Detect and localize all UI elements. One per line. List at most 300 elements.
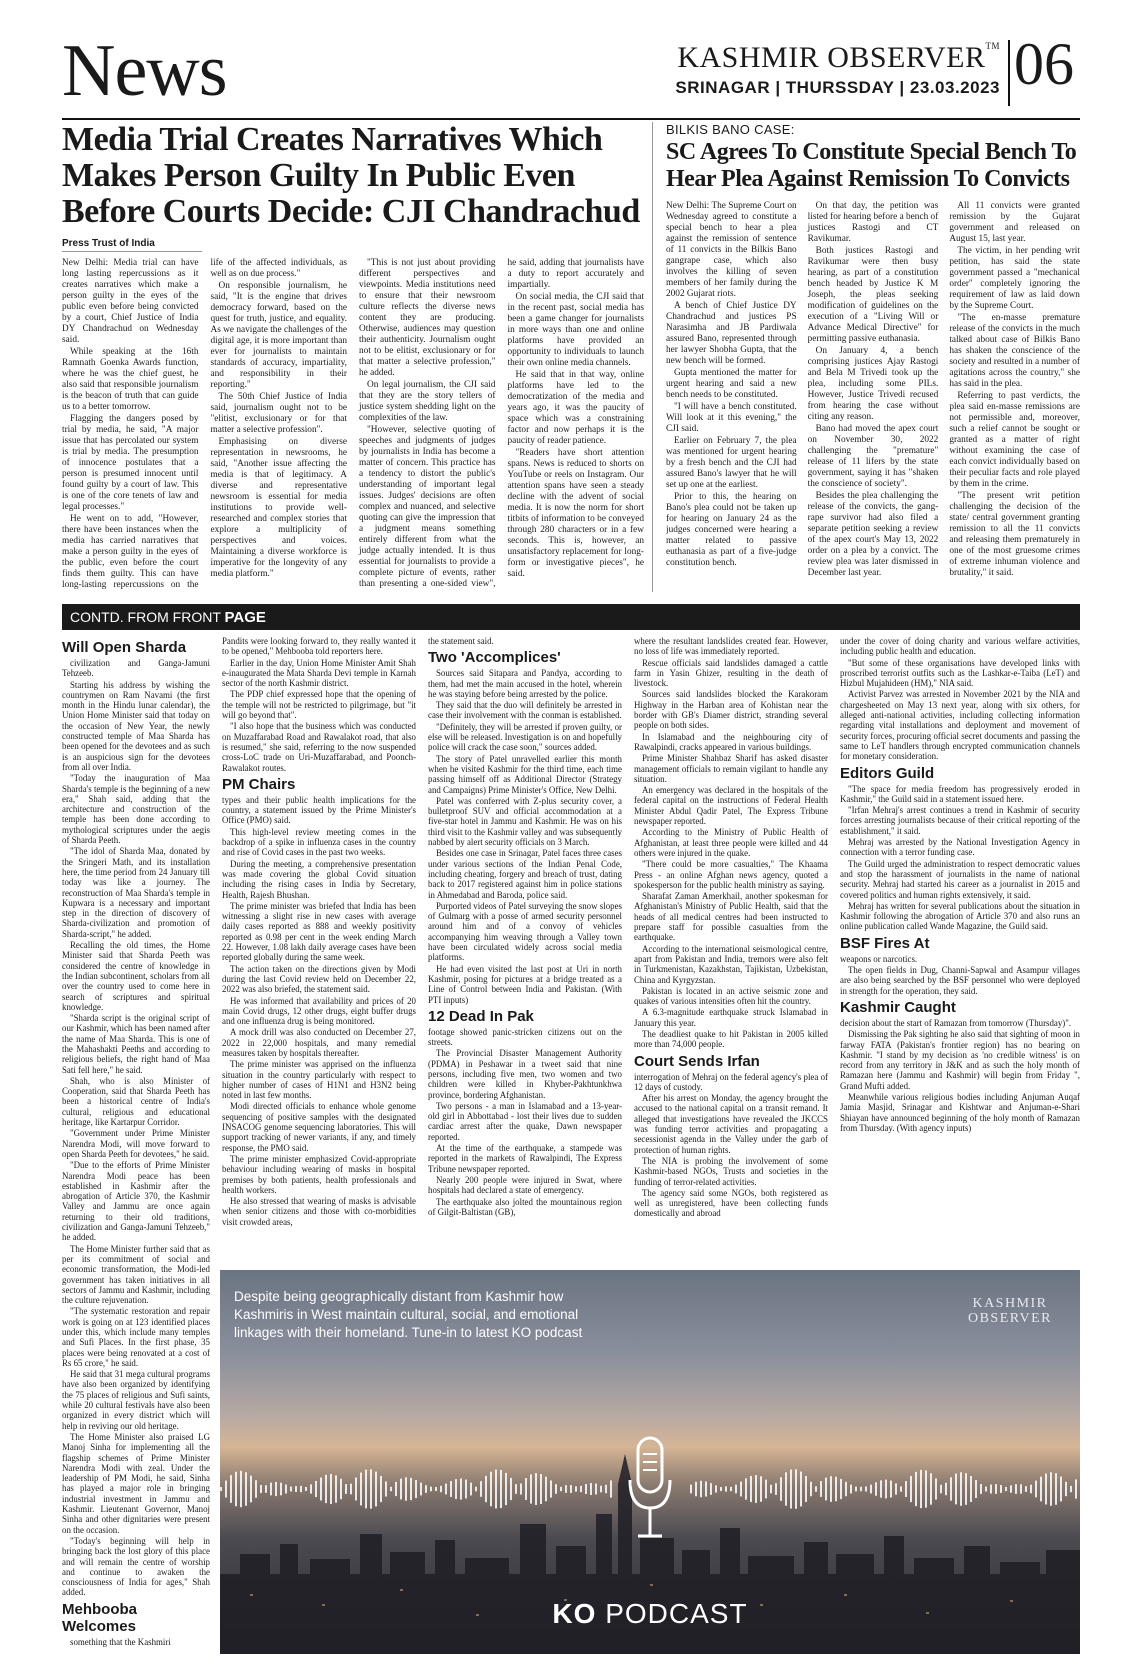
sound-wave-bar bbox=[250, 1476, 252, 1503]
sound-wave-bar bbox=[840, 1479, 842, 1499]
paragraph: Recalling the old times, the Home Minister said that Sharda Peeth was considered the centre of knowledge in the Indian subcontinent, scholars from all over the country used to come here in search of scriptures and spiritual knowledge. bbox=[62, 940, 210, 1012]
sound-wave-bar bbox=[480, 1481, 482, 1497]
paragraph: "But some of these organisations have developed links with proscribed terrorist outfits such as the Lashkar-e-Taiba (LeT) and Hizbul Mujahideen (HM)," NIA said. bbox=[840, 657, 1080, 689]
sound-wave-bar bbox=[400, 1479, 402, 1500]
sound-wave-bar bbox=[950, 1477, 952, 1500]
sound-wave-bar bbox=[945, 1483, 947, 1495]
jump-body bbox=[840, 784, 1080, 932]
sound-wave-bar bbox=[705, 1481, 707, 1496]
paragraph: New Delhi: Media trial can have long lasting repercussions as it creates narratives which make a person guilty in the eyes of the public even before being convicted by a court, Chief Justice of India DY Chandrachud on Wednesday said. bbox=[62, 258, 199, 345]
paragraph: He had even visited the last post at Uri in north Kashmir, posing for pictures at a bridge treated as a Line of Control between India and Pakistan. (With PTI inputs) bbox=[428, 963, 622, 1005]
paragraph: Nearly 200 people were injured in Swat, where hospitals had declared a state of emergency. bbox=[428, 1174, 622, 1196]
sound-wave-bar bbox=[835, 1477, 837, 1502]
sound-wave-bar bbox=[855, 1487, 857, 1492]
sound-wave-bar bbox=[825, 1478, 827, 1501]
jump-heading-court-sends-irfan: Court Sends Irfan bbox=[634, 1052, 760, 1070]
paragraph: The Guild urged the administration to respect democratic values and stop the harassment of journalists in the name of national security. Mehraj had started his career as a journalist in 2015 and covered politics and human rights extensively, it said. bbox=[840, 858, 1080, 900]
sound-wave-bar bbox=[410, 1478, 412, 1500]
paragraph: "The en-masse premature release of the convicts in the much talked about case of Bilkis Bano has shaken the conscience of the society and resulted in a number of agitations across the country," she has said in the plea. bbox=[949, 313, 1080, 389]
sound-wave-bar bbox=[270, 1483, 272, 1496]
paragraph: interrogation of Mehraj on the federal agency's plea of 12 days of custody. bbox=[634, 1071, 828, 1092]
ad-brand-logo bbox=[968, 1296, 1052, 1326]
sound-wave-bar bbox=[695, 1482, 697, 1496]
jump-heading-will-open-sharda: Will Open Sharda bbox=[62, 639, 187, 656]
sound-wave-bar bbox=[795, 1469, 797, 1509]
sound-wave-bar bbox=[995, 1484, 997, 1494]
paragraph: The agency said some NGOs, both registered as well as unregistered, have been collecting funds domestically and abroad bbox=[634, 1187, 828, 1219]
sound-wave-bar bbox=[610, 1480, 612, 1497]
sound-wave-bar bbox=[260, 1485, 262, 1493]
jump-heading-12-dead-in-pak: 12 Dead In Pak bbox=[428, 1007, 534, 1025]
sound-wave-bar bbox=[510, 1478, 512, 1500]
sound-wave-bar bbox=[345, 1484, 347, 1494]
paragraph: Prior to this, the hearing on Bano's plea could not be taken up for hearing on January 24 as the judges concerned were hearing a matter related to passive euthanasia as part of a five-judge constitution bench. bbox=[666, 492, 797, 568]
ad-brand-line-1: KASHMIR bbox=[972, 1296, 1048, 1311]
sound-wave-bar bbox=[335, 1475, 337, 1502]
jump-column-1 bbox=[62, 636, 210, 1650]
sound-wave-bar bbox=[935, 1478, 937, 1499]
paragraph: types and their public health implications for the country, a statement issued by the Prime Minister's Office (PMO) said. bbox=[222, 794, 416, 826]
sound-wave-bar bbox=[1000, 1485, 1002, 1493]
sound-wave-bar bbox=[725, 1486, 727, 1491]
jump-heading-editors-guild: Editors Guild bbox=[840, 764, 935, 782]
second-body bbox=[666, 201, 1080, 589]
sound-wave-bar bbox=[450, 1481, 452, 1497]
sound-wave-bar bbox=[235, 1472, 237, 1507]
sound-wave-bar bbox=[585, 1484, 587, 1494]
sound-wave-bar bbox=[1025, 1486, 1027, 1492]
paragraph: He said that in that way, online platforms have led to the democratization of the media and years ago, it was the paucity of space which was a constraining factor and now perhaps it is the paucity of reader patience. bbox=[507, 370, 644, 446]
page-number: 06 bbox=[1014, 31, 1074, 97]
newspaper-name bbox=[668, 42, 1000, 74]
paragraph: Pandits were looking forward to, they really wanted it to be opened," Mehbooba told reporters here. bbox=[222, 636, 416, 657]
paragraph: The 50th Chief Justice of India said, journalism ought not to be "elitist, exclusionary or for that matter a selective profession". bbox=[210, 392, 347, 435]
paragraph: "I also hope that the business which was conducted on Muzaffarabad Road and Rawalakot road, that also is resumed," she said, referring to the now suspended cross-LoC trade on Uri-Muzaffarabad, and Poonch-Rawalakot routes. bbox=[222, 721, 416, 773]
jump-body bbox=[62, 658, 210, 1598]
paragraph: "The idol of Sharda Maa, donated by the Sringeri Math, and its installation here, the time period from 24 January till today was like a journey. The reconstruction of Maa Sharda's temple in Kupwara is a necessary and important step in the direction of discovery of Sharda-civilization and promotion of Sharda-script," he added. bbox=[62, 846, 210, 939]
sound-wave-bar bbox=[285, 1484, 287, 1493]
paragraph: "Irfan Mehraj's arrest continues a trend in Kashmir of security forces arresting journalists because of their critical reporting of the establishment," it said. bbox=[840, 805, 1080, 836]
sound-wave-bar bbox=[590, 1483, 592, 1495]
paragraph: This high-level review meeting comes in the backdrop of a spike in influenza cases in the country and rise of Covid cases in the past two weeks. bbox=[222, 826, 416, 858]
ad-brand-line-2: OBSERVER bbox=[967, 1311, 1052, 1326]
paragraph: Besides the plea challenging the release of the convicts, the gang-rape survivor had also filed a separate petition seeking a review of the apex court's May 13, 2022 order on a plea by a convict. The review plea was later dismissed in December last year. bbox=[807, 491, 939, 578]
sound-wave-bar bbox=[525, 1478, 527, 1500]
paragraph: "However, selective quoting of speeches and judgments of judges by journalists in India has become a matter of concern. This practice has a tendency to distort the public's understanding of important legal issues. Judges' decisions are often complex and nuanced, and selective quoting can give the impression that a judgment means something entirely different from what the judge actually intended. It is thus essential for journalists to provide a complete picture of events, rather than presenting a one-sided view", he said, adding that journalists have a duty to report accurately and impartially. bbox=[359, 258, 644, 589]
paragraph: "I will have a bench constituted. Will look at it this evening," the CJI said. bbox=[666, 402, 797, 434]
sound-wave-bar bbox=[520, 1483, 522, 1494]
paragraph: Referring to past verdicts, the plea said en-masse remissions are not permissible and, moreover, such a relief cannot be sought or granted as a matter of right without examining the case of each convict individually based on their peculiar facts and role played by them in the crime. bbox=[949, 391, 1080, 489]
sound-wave-bar bbox=[885, 1480, 887, 1499]
paragraph: All 11 convicts were granted remission by the Gujarat government and released on August 15, last year. bbox=[949, 201, 1080, 244]
sound-wave-bar bbox=[545, 1477, 547, 1502]
paragraph: The deadliest quake to hit Pakistan in 2005 killed more than 74,000 people. bbox=[634, 1028, 828, 1050]
sound-wave-bar bbox=[760, 1476, 762, 1501]
lead-body bbox=[62, 258, 644, 600]
sound-wave-bar bbox=[265, 1485, 267, 1493]
sound-wave-bar bbox=[425, 1485, 427, 1493]
sound-wave-bar bbox=[340, 1479, 342, 1499]
lead-story bbox=[62, 122, 644, 600]
sound-wave-bar bbox=[1065, 1482, 1067, 1496]
paragraph: "Today's beginning will help in bringing back the lost glory of this place and will remain the centre of worship and continue to awaken the consciousness of India for ages," Shah added. bbox=[62, 1535, 210, 1598]
sound-wave-bar bbox=[605, 1485, 607, 1493]
paragraph: civilization and Ganga-Jamuni Tehzeeb. bbox=[62, 658, 210, 679]
sound-wave-bar bbox=[980, 1484, 982, 1494]
sound-wave-bar bbox=[380, 1476, 382, 1502]
sound-wave-bar bbox=[1040, 1477, 1042, 1502]
jump-body bbox=[840, 1018, 1080, 1133]
paragraph: Shah, who is also Minister of Cooperation, said that Sharda Peeth has been a historical centre of India's cultural, religious and educational heritage, like Kartarpur Corridor. bbox=[62, 1075, 210, 1128]
sound-wave-bar bbox=[460, 1478, 462, 1499]
paragraph: Meanwhile various religious bodies including Anjuman Auqaf Jamia Masjid, Srinagar and Kishtwar and Anjuman-e-Shari Shiayan have announced beginning of the holy month of Ramazan from Thursday. (With agency inputs) bbox=[840, 1091, 1080, 1133]
sound-wave-bar bbox=[580, 1486, 582, 1492]
paragraph: Rescue officials said landslides damaged a cattle farm in Yasin Ghizer, resulting in the death of livestock. bbox=[634, 657, 828, 689]
sound-wave-bar bbox=[600, 1486, 602, 1493]
paragraph: Bano had moved the apex court on November 30, 2022 challenging the "premature" release of 11 lifers by the state government, saying it has "shaken the conscience of society". bbox=[807, 424, 939, 489]
paragraph: He also stressed that wearing of masks is advisable when senior citizens and those with co-morbidities visit crowded areas, bbox=[222, 1196, 416, 1227]
podcast-title-bold: KO bbox=[552, 1598, 597, 1629]
paragraph: The PDP chief expressed hope that the opening of the temple will not be restricted to pilgrimage, but "it will go beyond that". bbox=[222, 689, 416, 721]
sound-wave-bar bbox=[565, 1485, 567, 1493]
sound-wave-bar bbox=[240, 1471, 242, 1507]
sound-wave-bar bbox=[1020, 1484, 1022, 1493]
sound-wave-bar bbox=[230, 1475, 232, 1503]
sound-wave-bar bbox=[505, 1473, 507, 1505]
sound-wave-bar bbox=[1035, 1481, 1037, 1498]
sound-wave-bar bbox=[1010, 1485, 1012, 1492]
paragraph: Besides one case in Srinagar, Patel faces three cases under various sections of the Indian Penal Code, including cheating, forgery and breach of trust, dating back to 2017 registered against him in police stations in Ahmedabad and Baroda, police said. bbox=[428, 848, 622, 900]
paragraph: where the resultant landslides created fear. However, no loss of life was immediately reported. bbox=[634, 636, 828, 657]
sound-wave-bar bbox=[455, 1479, 457, 1499]
paragraph: "Government under Prime Minister Narendra Modi, will move forward to open Sharda Peeth for devotees," he said. bbox=[62, 1128, 210, 1159]
sound-wave-bar bbox=[465, 1480, 467, 1499]
sound-wave-bar bbox=[290, 1487, 292, 1492]
jump-heading-mehbooba-welcomes: Mehbooba Welcomes bbox=[62, 1600, 137, 1635]
sound-wave-bar bbox=[805, 1476, 807, 1502]
paragraph: He went on to add, "However, there have been instances when the media has carried narratives that make a person guilty in the eyes of the public, even before the court finds them guilty. This can have long-lasting repercussions on the life of the affected individuals, as well as on due process." bbox=[62, 258, 347, 590]
sound-wave-bar bbox=[925, 1470, 927, 1507]
sound-wave-bar bbox=[740, 1482, 742, 1497]
paragraph: A bench of Chief Justice DY Chandrachud and justices PS Narasimha and JB Pardiwala assured Bano, represented through her lawyer Shobha Gupta, that the new bench will be formed. bbox=[666, 301, 797, 366]
jump-body bbox=[840, 954, 1080, 996]
sound-wave-bar bbox=[1045, 1474, 1047, 1505]
sound-wave-bar bbox=[325, 1475, 327, 1503]
paragraph: The earthquake also jolted the mountainous region of Gilgit-Baltistan (GB), bbox=[428, 1196, 622, 1217]
section-title: News bbox=[62, 30, 227, 112]
paragraph: New Delhi: The Supreme Court on Wednesday agreed to constitute a special bench to hear a plea against the remission of sentence of 11 convicts in the Bilkis Bano gangrape case, which also involves the killing of seven members of her family during the 2002 Gujarat riots. bbox=[666, 201, 797, 299]
sound-wave-bar bbox=[420, 1483, 422, 1496]
sound-wave-bar bbox=[890, 1481, 892, 1498]
byline: Press Trust of India bbox=[62, 238, 202, 252]
masthead-divider bbox=[1008, 40, 1010, 106]
sound-wave-bar bbox=[560, 1487, 562, 1491]
podcast-title bbox=[220, 1598, 1080, 1630]
sound-wave-bar bbox=[785, 1472, 787, 1505]
paragraph: The victim, in her pending writ petition, has said the state government passed a "mechanical order" completely ignoring the requirement of law as laid down by the Supreme Court. bbox=[949, 246, 1080, 311]
paragraph: The prime minister was apprised on the influenza situation in the country particularly with respect to higher number of cases of H1N1 and H3N2 being noted in last few months. bbox=[222, 1059, 416, 1101]
masthead-rule bbox=[62, 118, 1080, 120]
sound-wave-bar bbox=[315, 1481, 317, 1497]
paragraph: According to the international seismological centre, apart from Pakistan and India, tremors were also felt in Turkmenistan, Kazakhstan, Tajikistan, Uzbekistan, China and Kyrgyzstan. bbox=[634, 943, 828, 985]
paragraph: Activist Parvez was arrested in November 2021 by the NIA and chargesheeted on May 13 next year, along with six others, for alleged anti-national activities, including collecting information regarding vital installations and deployment and movement of security forces, procuring official secret documents and passing the same to LeT handlers through encrypted communication channels for monetary consideration. bbox=[840, 689, 1080, 762]
sound-wave-bar bbox=[865, 1486, 867, 1491]
sound-wave-bar bbox=[905, 1481, 907, 1497]
paragraph: The Home Minister further said that as per its commitment of social and economic transformation, the Modi-led government has taken initiatives in all sectors of Jammu and Kashmir, including the culture rejuvenation. bbox=[62, 1243, 210, 1306]
sound-wave-bar bbox=[800, 1472, 802, 1507]
masthead-block bbox=[668, 42, 1000, 98]
sound-wave-bar bbox=[225, 1481, 227, 1498]
sound-wave-bar bbox=[770, 1485, 772, 1494]
sound-wave-bar bbox=[780, 1477, 782, 1501]
sound-wave-bar bbox=[430, 1487, 432, 1492]
paragraph: The prime minister emphasized Covid-appropriate behaviour including wearing of masks in hospital premises by both patients, health professionals and health workers. bbox=[222, 1153, 416, 1195]
sound-wave-bar bbox=[305, 1487, 307, 1491]
sound-wave-bar bbox=[485, 1476, 487, 1502]
lead-headline: Media Trial Creates Narratives Which Makes Person Guilty In Public Even Before Courts Decide: CJI Chandrachud bbox=[62, 121, 640, 230]
sound-wave-graphic bbox=[220, 1466, 1080, 1512]
sound-wave-bar bbox=[910, 1476, 912, 1502]
sound-wave-bar bbox=[405, 1477, 407, 1500]
sound-wave-bar bbox=[355, 1478, 357, 1501]
paragraph: "Sharda script is the original script of our Kashmir, which has been named after the name of Maa Sharda. This is one of the Mahashakti Peeths and according to religious beliefs, the right hand of Maa Sati fell here," he said. bbox=[62, 1013, 210, 1075]
podcast-title-rest: PODCAST bbox=[596, 1598, 748, 1629]
sound-wave-bar bbox=[965, 1473, 967, 1505]
paragraph: "Today the inauguration of Maa Sharda's temple is the beginning of a new era," Shah said, adding that the architecture and construction of the temple has been done according to mythological scriptures under the aegis of Sharda Peeth. bbox=[62, 773, 210, 846]
sound-wave-bar bbox=[540, 1474, 542, 1504]
paragraph: The prime minister was briefed that India has been witnessing a slight rise in new cases with average daily cases reported as 888 and weekly positivity reported as 0.98 per cent in the week ending March 22. However, 1.08 lakh daily average cases have been reported globally during the same week. bbox=[222, 900, 416, 963]
sound-wave-bar bbox=[330, 1474, 332, 1504]
sound-wave-bar bbox=[310, 1484, 312, 1493]
sound-wave-bar bbox=[1015, 1484, 1017, 1494]
jump-body bbox=[634, 636, 828, 1050]
paragraph: Two persons - a man in Islamabad and a 13-year-old girl in Abbottabad - lost their lives due to sudden cardiac arrest after the quake, Dawn newspaper reported. bbox=[428, 1100, 622, 1142]
sound-wave-bar bbox=[255, 1480, 257, 1498]
date-line: SRINAGAR | THURSSDAY | 23.03.2023 bbox=[675, 77, 1000, 97]
jump-body bbox=[62, 1637, 210, 1647]
sound-wave-bar bbox=[360, 1473, 362, 1506]
sound-wave-bar bbox=[755, 1475, 757, 1503]
newspaper-name-text: KASHMIR OBSERVER bbox=[677, 41, 986, 74]
sound-wave-bar bbox=[435, 1487, 437, 1491]
sound-wave-bar bbox=[1050, 1472, 1052, 1506]
second-headline: SC Agrees To Constitute Special Bench To Hear Plea Against Remission To Convicts bbox=[666, 139, 1077, 192]
sound-wave-bar bbox=[870, 1485, 872, 1494]
sound-wave-bar bbox=[320, 1477, 322, 1500]
sound-wave-bar bbox=[1005, 1487, 1007, 1491]
jump-heading-pm-chairs: PM Chairs bbox=[222, 775, 296, 793]
paragraph: "Definitely, they will be arrested if proven guilty, or else will be released. Investigation is on and hopefully police will crack the case soon," sources added. bbox=[428, 721, 622, 753]
paragraph: A 6.3-magnitude earthquake struck Islamabad in January this year. bbox=[634, 1007, 828, 1028]
sound-wave-bar bbox=[940, 1485, 942, 1494]
jump-column-3 bbox=[428, 636, 622, 1262]
paragraph: Flagging the dangers posed by trial by media, he said, "A major issue that has percolated our system is trial by media. The presumption of innocence postulates that a person is presumed innocent until found guilty by a court of law. This is one of the core tenets of law and legal processes." bbox=[62, 414, 199, 512]
jump-body bbox=[222, 795, 416, 1227]
sound-wave-bar bbox=[445, 1484, 447, 1495]
podcast-advertisement[interactable] bbox=[220, 1270, 1080, 1654]
sound-wave-bar bbox=[765, 1480, 767, 1499]
sound-wave-bar bbox=[880, 1480, 882, 1497]
paragraph: While speaking at the 16th Ramnath Goenka Awards function, where he was the chief guest, he also said that responsible journalism is the beacon of truth that can guide us to a better tomorrow. bbox=[62, 347, 199, 412]
jump-heading-bsf-fires-at: BSF Fires At bbox=[840, 934, 930, 952]
continued-label-bold: PAGE bbox=[224, 609, 266, 626]
sound-wave-bar bbox=[850, 1485, 852, 1494]
sound-wave-bar bbox=[975, 1480, 977, 1498]
paragraph: "The space for media freedom has progressively eroded in Kashmir," the Guild said in a statement issued here. bbox=[840, 783, 1080, 804]
paragraph: Pakistan is located in an active seismic zone and quakes of various intensities often hit the country. bbox=[634, 985, 828, 1007]
sound-wave-bar bbox=[930, 1473, 932, 1504]
paragraph: Emphasising on diverse representation in newsrooms, he said, "Another issue affecting the media is that of legitimacy. A diverse and representative newsroom is essential for media institutions to provide well-researched and complex stories that explore a multiplicity of perspectives and voices. Maintaining a diverse workforce is imperative for the longevity of any media platform." bbox=[210, 437, 347, 579]
jump-body bbox=[428, 1027, 622, 1217]
jump-column-4 bbox=[634, 636, 828, 1262]
sound-wave-bar bbox=[790, 1469, 792, 1508]
paragraph: Earlier in the day, Union Home Minister Amit Shah e-inaugurated the Mata Sharda Devi temple in Karnah sector of the north Kashmir district. bbox=[222, 657, 416, 689]
sound-wave-bar bbox=[495, 1470, 497, 1509]
sound-wave-bar bbox=[350, 1484, 352, 1495]
sound-wave-bar bbox=[700, 1481, 702, 1497]
jump-body bbox=[222, 636, 416, 773]
story-kicker: BILKIS BANO CASE: bbox=[666, 122, 795, 137]
paragraph: Prime Minister Shahbaz Sharif has asked disaster management officials to remain vigilant to handle any situation. bbox=[634, 753, 828, 784]
paragraph: On January 4, a bench comprising justices Ajay Rastogi and Bela M Trivedi took up the plea, including some PILs. However, Justice Trivedi recused from hearing the case without citing any reason. bbox=[807, 346, 939, 422]
paragraph: Sharafat Zaman Amerkhail, another spokesman for Afghanistan's Ministry of Public Health, said that the heads of all medical centres had been instructed to prepare staff for possible casualties from the earthquake. bbox=[634, 891, 828, 943]
paragraph: During the meeting, a comprehensive presentation was made covering the global Covid situation including the rising cases in India by Secretary, Health, Rajesh Bhushan. bbox=[222, 858, 416, 900]
jump-body bbox=[428, 668, 622, 1005]
sound-wave-bar bbox=[875, 1482, 877, 1495]
jump-body bbox=[840, 636, 1080, 762]
sound-wave-bar bbox=[245, 1472, 247, 1506]
sound-wave-bar bbox=[715, 1485, 717, 1492]
sound-wave-bar bbox=[845, 1482, 847, 1496]
trademark-mark: TM bbox=[985, 41, 1000, 51]
sound-wave-bar bbox=[385, 1481, 387, 1496]
sound-wave-bar bbox=[1075, 1479, 1077, 1498]
paragraph: At the time of the earthquake, a stampede was reported in the markets of Rawalpindi, The Express Tribune newspaper reported. bbox=[428, 1143, 622, 1174]
paragraph: "This is not just about providing different perspectives and viewpoints. Media institutions need to ensure that their newsroom culture reflects the diverse news content they are producing. Otherwise, audiences may question their authenticity. Journalism ought not to be elitist, exclusionary or for that matter a selective profession," he added. bbox=[359, 258, 496, 378]
paragraph: Mehraj has written for several publications about the situation in Kashmir following the abrogation of Article 370 and also runs an online publication called Wande Magazine, the Guild said. bbox=[840, 900, 1080, 932]
paragraph: The action taken on the directions given by Modi during the last Covid review held on December 22, 2022 was also briefed, the statement said. bbox=[222, 963, 416, 995]
paragraph: The story of Patel unravelled earlier this month when he visited Kashmir for the third time, each time passing himself off as Additional Director (Strategy and Campaigns) Prime Minister's Office, New Delhi. bbox=[428, 753, 622, 795]
sound-wave-bar bbox=[735, 1485, 737, 1494]
sound-wave-bar bbox=[570, 1485, 572, 1493]
paragraph: Dismissing the Pak sighting he also said that sighting of moon in farway FATA (Pakistan's frontier region) has no bearing on Kashmir. "I stand by my decision as 'no credible witness' is on record from any territory in J&K and as such the holy month of Ramazan here (Jammu and Kashmir) will begin from Friday ", Grand Mufti added. bbox=[840, 1029, 1080, 1091]
paragraph: footage showed panic-stricken citizens out on the streets. bbox=[428, 1026, 622, 1048]
jump-body bbox=[428, 636, 622, 646]
paragraph: In Islamabad and the neighbouring city of Rawalpindi, cracks appeared in various buildings. bbox=[634, 731, 828, 752]
sound-wave-bar bbox=[915, 1472, 917, 1506]
paragraph: "The present writ petition challenging the decision of the state/ central government granting remission to all the 11 convicts and releasing them prematurely in one of the most gruesome crimes of extreme inhuman violence and brutality," it said. bbox=[949, 491, 1080, 578]
paragraph: Mehraj was arrested by the National Investigation Agency in connection with a terror funding case. bbox=[840, 837, 1080, 858]
sound-wave-bar bbox=[775, 1483, 777, 1495]
paragraph: The Provincial Disaster Management Authority (PDMA) in Peshawar in a tweet said that nine persons, including five men, two women and two children were killed in Khyber-Pakhtunkhwa province, bordering Afghanistan. bbox=[428, 1048, 622, 1100]
paragraph: On responsible journalism, he said, "It is the engine that drives democracy forward, based on the quest for truth, justice, and equality. As we navigate the challenges of the digital age, it is more important than ever for journalists to maintain standards of accuracy, impartiality, and responsibility in their reporting." bbox=[210, 281, 347, 390]
paragraph: On social media, the CJI said that in the recent past, social media has been a game changer for journalists in more ways than one and online platforms have provided an opportunity to individuals to launch their own online media channels. bbox=[507, 292, 644, 368]
sound-wave-bar bbox=[275, 1482, 277, 1496]
paragraph: On legal journalism, the CJI said that they are the story tellers of justice system shedding light on the complexities of the law. bbox=[359, 380, 496, 423]
sound-wave-bar bbox=[815, 1486, 817, 1491]
paragraph: The NIA is probing the involvement of some Kashmir-based NGOs, Trusts and societies in the funding of terror-related activities. bbox=[634, 1155, 828, 1187]
paragraph: Sources said landslides blocked the Karakoram Highway in the Harban area of Kohistan near the border with GB's Diamer district, stranding several people on both sides. bbox=[634, 689, 828, 731]
sound-wave-bar bbox=[595, 1484, 597, 1495]
sound-wave-bar bbox=[750, 1476, 752, 1502]
sound-wave-bar bbox=[720, 1487, 722, 1491]
sound-wave-bar bbox=[1030, 1485, 1032, 1494]
sound-wave-bar bbox=[395, 1482, 397, 1496]
sound-wave-bar bbox=[415, 1480, 417, 1498]
continued-label: CONTD. FROM FRONT bbox=[70, 609, 221, 625]
paragraph: The open fields in Dug, Channi-Sapwal and Asampur villages are also being searched by the BSF personnel who were deployed in strength for the operation, they said. bbox=[840, 965, 1080, 996]
paragraph: He was informed that availability and prices of 20 main Covid drugs, 12 other drugs, eight buffer drugs and one influenza drug is being monitored. bbox=[222, 995, 416, 1027]
sound-wave-bar bbox=[390, 1487, 392, 1491]
continued-band bbox=[62, 604, 1080, 630]
sound-wave-bar bbox=[440, 1486, 442, 1492]
jump-column-5 bbox=[840, 636, 1080, 1262]
ad-text: Despite being geographically distant from Kashmir how Kashmiris in West maintain cultural, social, and emotional linkages with their homeland. Tune-in to latest KO podcast bbox=[234, 1289, 583, 1340]
sound-wave-bar bbox=[820, 1481, 822, 1497]
sound-wave-bar bbox=[860, 1487, 862, 1491]
sound-wave-bar bbox=[1055, 1473, 1057, 1505]
paragraph: Both justices Rastogi and Ravikumar were then busy hearing, as part of a constitution bench headed by Justice K M Joseph, the pleas seeking modification of guidelines on the execution of a "Living Will or Advance Medical Directive" for permitting passive euthanasia. bbox=[807, 246, 939, 344]
paragraph: He said that 31 mega cultural programs have also been organized by identifying the 75 places of religious and Sufi saints, while 20 cultural festivals have also been organized in every district which will help in reviving our old heritage. bbox=[62, 1369, 210, 1431]
paragraph: Patel was conferred with Z-plus security cover, a bulletproof SUV and official accommodation at a five-star hotel in Jammu and Kashmir. He was on his third visit to the Kashmir valley and was subsequently nabbed by alert security officials on 3 March. bbox=[428, 795, 622, 848]
paragraph: "Readers have short attention spans. News is reduced to shorts on YouTube or reels on Instagram. Our attention spans have seen a steady decline with the advent of social media. It is now the norm for short titbits of information to be conveyed through 280 characters or in a few seconds. This is, however, an unsatisfactory replacement for long-form or investigative pieces", he said. bbox=[507, 448, 644, 579]
sound-wave-bar bbox=[555, 1484, 557, 1494]
sound-wave-bar bbox=[900, 1486, 902, 1491]
column-divider bbox=[652, 122, 653, 592]
paragraph: Starting his address by wishing the countrymen on Ram Navami (the first month in the Hindu lunar calendar), the Union Home Minister said that today on the occasion of New Year, the newly constructed temple of Maa Sharda has been opened for the devotees and as such is an auspicious sign for the devotees from all over India. bbox=[62, 679, 210, 772]
sound-wave-bar bbox=[955, 1474, 957, 1505]
sound-wave-bar bbox=[500, 1470, 502, 1508]
sound-wave-bar bbox=[490, 1472, 492, 1507]
sound-wave-bar bbox=[295, 1486, 297, 1492]
paragraph: Gupta mentioned the matter for urgent hearing and said a new bench needs to be constituted. bbox=[666, 368, 797, 400]
sound-wave-bar bbox=[375, 1472, 377, 1507]
sound-wave-bar bbox=[810, 1482, 812, 1496]
paragraph: Earlier on February 7, the plea was mentioned for urgent hearing by a fresh bench and the CJI had assured Bano's lawyer that he will set up one at the earliest. bbox=[666, 436, 797, 490]
paragraph: An emergency was declared in the hospitals of the federal capital on the instructions of Federal Health Minister Abdul Qadir Patel, The Express Tribune newspaper reported. bbox=[634, 785, 828, 827]
paragraph: A mock drill was also conducted on December 27, 2022 in 22,000 hospitals, and many remedial measures taken by hospitals thereafter. bbox=[222, 1027, 416, 1058]
sound-wave-bar bbox=[745, 1478, 747, 1499]
sound-wave-bar bbox=[970, 1476, 972, 1502]
sound-wave-bar bbox=[710, 1483, 712, 1495]
sound-wave-bar bbox=[1070, 1486, 1072, 1492]
sound-wave-bar bbox=[470, 1483, 472, 1496]
paragraph: decision about the start of Ramazan from tomorrow (Thursday)". bbox=[840, 1017, 1072, 1028]
paragraph: Modi directed officials to enhance whole genome sequencing of positive samples with the designated INSACOG genome sequencing laboratories. This will support tracking of newer variants, if any, and timely response, the PMO said. bbox=[222, 1101, 416, 1153]
sound-wave-bar bbox=[690, 1485, 692, 1494]
sound-wave-bar bbox=[370, 1469, 372, 1508]
paragraph: something that the Kashmiri bbox=[70, 1636, 171, 1647]
sound-wave-bar bbox=[575, 1486, 577, 1491]
sound-wave-bar bbox=[960, 1472, 962, 1506]
paragraph: under the cover of doing charity and various welfare activities, including public health and education. bbox=[840, 636, 1080, 657]
sound-wave-bar bbox=[920, 1470, 922, 1508]
paragraph: They said that the duo will definitely be arrested in case their involvement with the conman is established. bbox=[428, 700, 622, 721]
paragraph: "Due to the efforts of Prime Minister Narendra Modi peace has been established in Kashmir after the abrogation of Article 370, the Kashmir Valley and Jammu are once again returning to their old traditions, civilization and Ganga-Jamuni Tehzeeb," he added. bbox=[62, 1160, 210, 1243]
paragraph: "The systematic restoration and repair work is going on at 123 identified places under this, which include many temples and Sufi Places. In the first phase, 35 places were being renovated at a cost of Rs 65 crore," he said. bbox=[62, 1306, 210, 1368]
paragraph: According to the Ministry of Public Health of Afghanistan, at least three people were killed and 44 others were injured in the quake. bbox=[634, 827, 828, 858]
jump-heading-kashmir-caught: Kashmir Caught bbox=[840, 998, 956, 1016]
sound-wave-bar bbox=[550, 1480, 552, 1497]
sound-wave-bar bbox=[990, 1484, 992, 1493]
paragraph: Purported videos of Patel surveying the snow slopes of Gulmarg with a posse of armed security personnel around him and of a convoy of vehicles accompanying him weaving through a Valley town have been circulated widely across social media platforms. bbox=[428, 900, 622, 963]
second-story bbox=[666, 122, 1080, 600]
jump-body bbox=[634, 1072, 828, 1219]
sound-wave-bar bbox=[535, 1473, 537, 1505]
sound-wave-bar bbox=[515, 1484, 517, 1494]
sound-wave-bar bbox=[985, 1487, 987, 1492]
sound-wave-bar bbox=[530, 1474, 532, 1503]
